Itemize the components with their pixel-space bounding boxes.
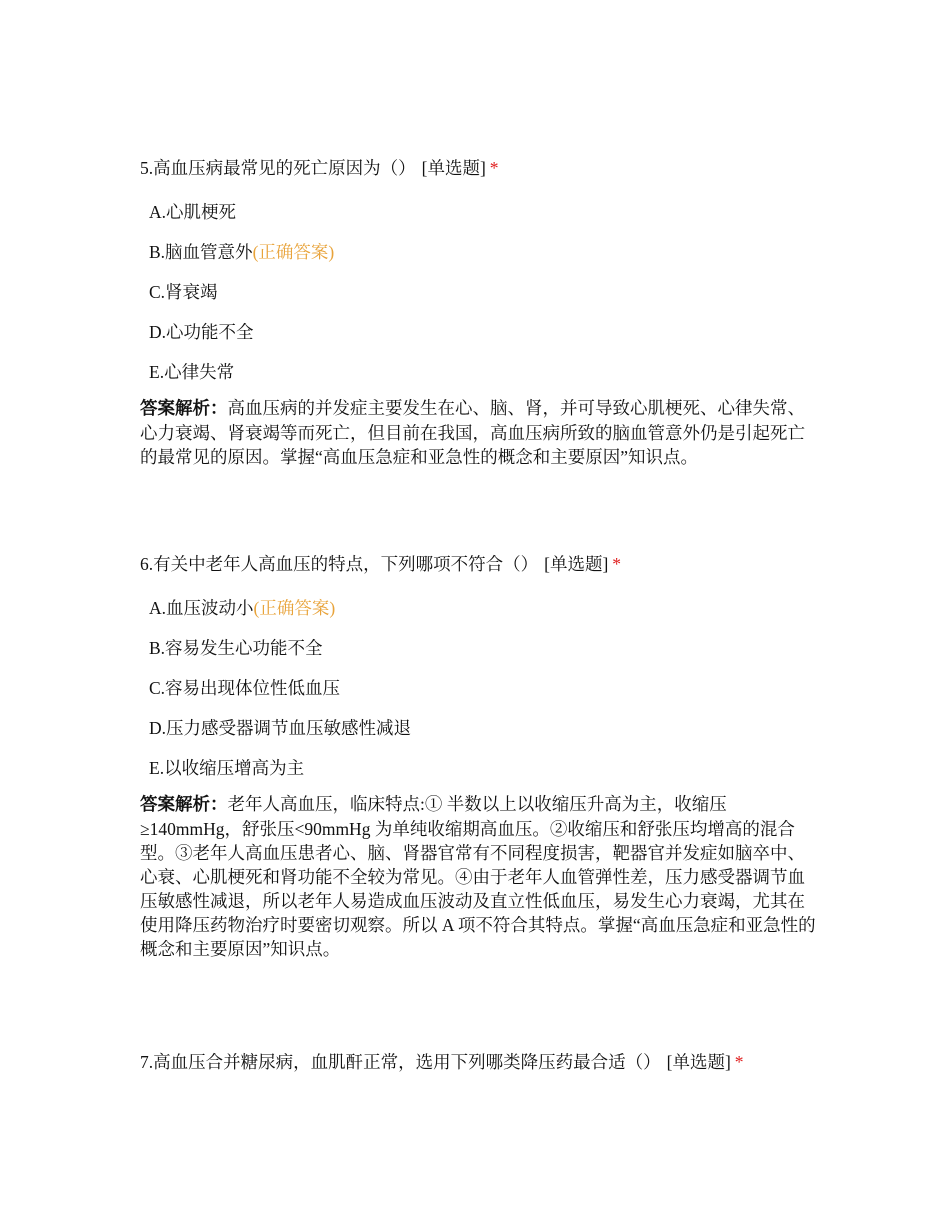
required-mark: * [489,158,499,178]
answer-analysis [140,396,820,469]
required-mark: * [734,1052,744,1072]
option-text: E.以收缩压增高为主 [149,758,305,778]
option-text: D.心功能不全 [149,322,254,342]
question-7 [140,1050,820,1074]
question-6 [140,552,820,961]
option-text: B.容易发生心功能不全 [149,638,323,658]
option-a[interactable] [149,596,820,636]
question-title [140,1050,820,1074]
option-d[interactable] [149,320,820,360]
option-text: B.脑血管意外 [149,242,253,262]
option-a[interactable] [149,200,820,240]
question-title [140,552,820,576]
option-e[interactable] [149,360,820,400]
option-d[interactable] [149,716,820,756]
question-title [140,156,820,180]
option-c[interactable] [149,676,820,716]
correct-tag: (正确答案) [252,242,335,262]
analysis-label: 答案解析： [140,795,228,815]
option-c[interactable] [149,280,820,320]
analysis-label: 答案解析： [140,399,228,419]
option-e[interactable] [149,756,820,796]
option-text: C.肾衰竭 [149,282,218,302]
required-mark: * [612,554,622,574]
question-text: 6.有关中老年人高血压的特点，下列哪项不符合（） [140,554,539,574]
analysis-text: 高血压病的并发症主要发生在心、脑、肾，并可导致心肌梗死、心律失常、心力衰竭、肾衰竭等而死亡，但目前在我国，高血压病所致的脑血管意外仍是引起死亡的最常见的原因。掌握“高血压急症和亚急性的概念和主要原因”知识点。 [140,398,805,467]
question-text: 7.高血压合并糖尿病，血肌酐正常，选用下列哪类降压药最合适（） [140,1052,661,1072]
question-type: [单选题] [544,554,609,574]
question-text: 5.高血压病最常见的死亡原因为（） [140,158,416,178]
option-list [140,200,820,400]
option-text: D.压力感受器调节血压敏感性减退 [149,718,412,738]
option-text: A.血压波动小 [149,598,254,618]
analysis-text: 老年人高血压，临床特点:① 半数以上以收缩压升高为主，收缩压≥140mmHg，舒张压<90mmHg 为单纯收缩期高血压。②收缩压和舒张压均增高的混合型。③老年人高血压患者心、脑、肾器官常有不同程度损害，靶器官并发症如脑卒中、心衰、心肌梗死和肾功能不全较为常见。④由于老年人血管弹性差，压力感受器调节血压敏感性减退，所以老年人易造成血压波动及直立性低血压，易发生心力衰竭，尤其在使用降压药物治疗时要密切观察。所以 A 项不符合其特点。掌握“高血压急症和亚急性的概念和主要原因”知识点。 [140,794,816,959]
option-text: C.容易出现体位性低血压 [149,678,341,698]
option-b[interactable] [149,240,820,280]
option-text: E.心律失常 [149,362,235,382]
option-text: A.心肌梗死 [149,202,237,222]
answer-analysis [140,792,820,961]
correct-tag: (正确答案) [253,598,336,618]
question-type: [单选题] [666,1052,731,1072]
option-b[interactable] [149,636,820,676]
question-5 [140,156,820,469]
question-type: [单选题] [421,158,486,178]
option-list [140,596,820,796]
